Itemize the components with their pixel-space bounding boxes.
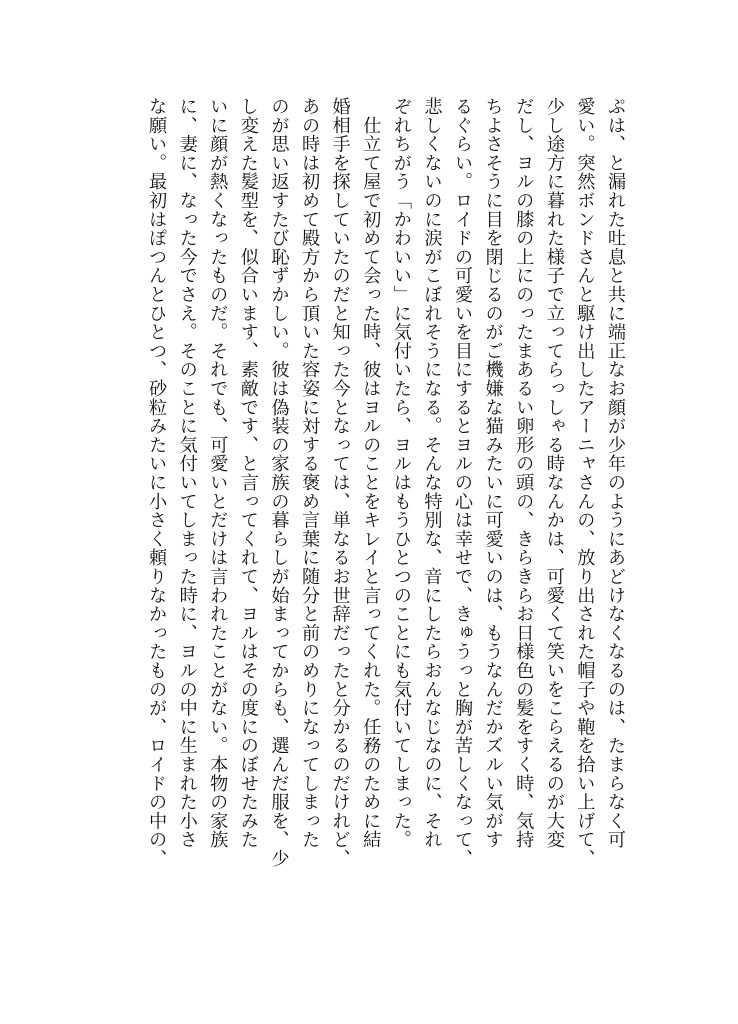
text-column-16: な願い。最初はぽつんとひとつ、砂粒みたいに小さく頼りなかったものが、ロイドの中の、 [146,97,168,868]
text-column-11: あの時は初めて殿方から頂いた容姿に対する褒め言葉に随分と前のめりになってしまった [299,97,321,849]
text-column-8: ぞれちがう「かわいい」に気付いたら、ヨルはもうひとつのことにも気付いてしまった。 [390,97,412,849]
text-column-13: し変えた髪型を、似合います、素敵です、と言ってくれて、ヨルはその度にのぼせたみた [237,97,259,849]
text-column-10: 婚相手を探していたのだと知った今となっては、単なるお世辞だったと分かるのだけれど、 [329,97,351,868]
text-column-15: に、妻に、なった今でさえ。そのことに気付いてしまった時に、ヨルの中に生まれた小さ [176,97,198,849]
text-column-7: 悲しくないのに涙がこぼれそうになる。そんな特別な、音にしたらおんなじなのに、それ [421,97,443,849]
text-column-14: いに顔が熱くなったものだ。それでも、可愛いとだけは言われたことがない。本物の家族 [207,97,229,849]
text-column-2: 愛い。突然ボンドさんと駆け出したアーニャさんの、放り出された帽子や鞄を拾い上げて、 [574,97,596,868]
text-column-9: 仕立て屋で初めて会った時、彼はヨルのことをキレイと言ってくれた。任務のために結 [360,97,382,849]
text-column-3: 少し途方に暮れた様子で立ってらっしゃる時なんかは、可愛くて笑いをこらえるのが大変 [543,97,565,849]
text-column-1: ぷは、と漏れた吐息と共に端正なお顔が少年のようにあどけなくなるのは、たまらなく可 [605,97,626,849]
text-column-12: のが思い返すたび恥ずかしい。彼は偽装の家族の暮らしが始まってからも、選んだ服を、少 [268,97,290,868]
text-column-5: ちよさそうに目を閉じるのがご機嫌な猫みたいに可愛いのは、もうなんだかズルい気がす [482,97,504,849]
text-column-6: るぐらい。ロイドの可愛いを目にするとヨルの心は幸せで、きゅうっと胸が苦しくなって、 [452,97,474,868]
vertical-text-block [141,97,631,939]
text-column-4: だし、ヨルの膝の上にのったまあるい卵形の頭の、きらきらお日様色の髪をすく時、気持 [513,97,535,849]
